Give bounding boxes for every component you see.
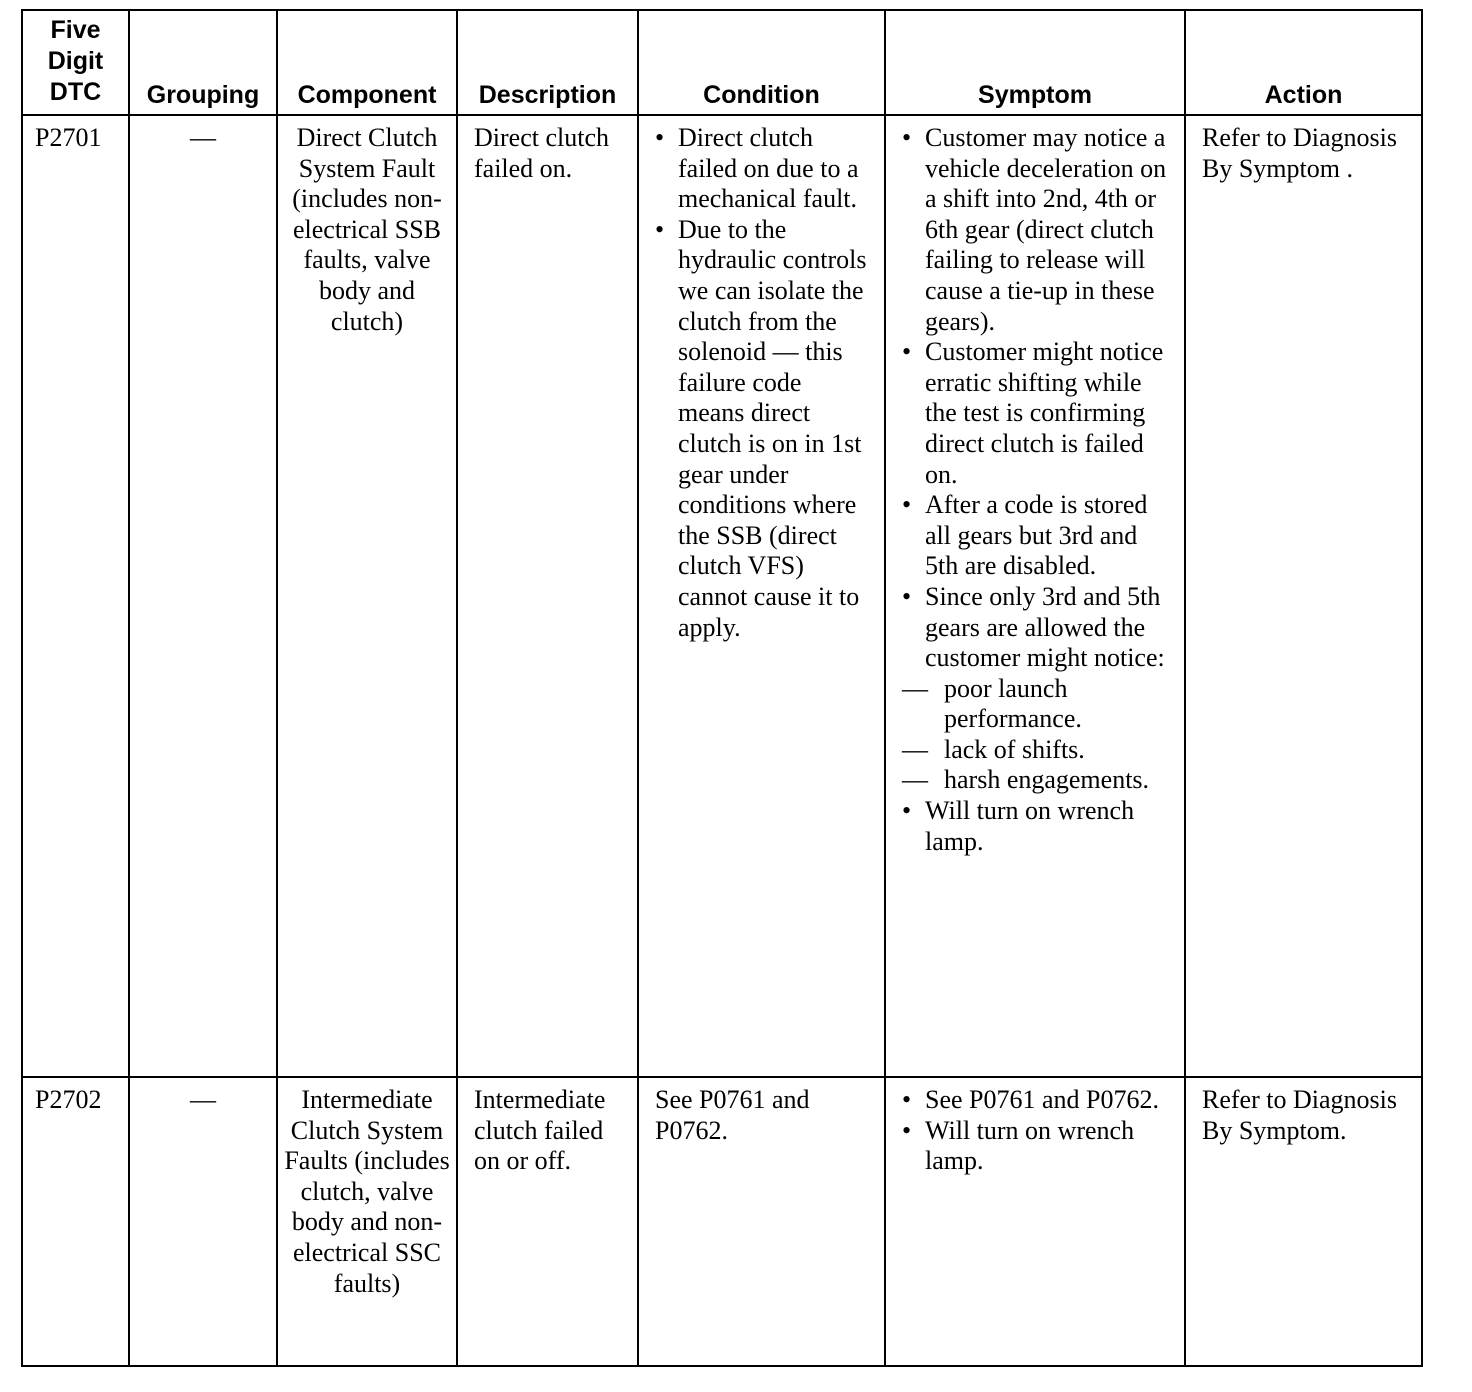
grouping-cell: — <box>129 115 277 1077</box>
symptom-item-text: Since only 3rd and 5th gears are allowed the customer might notice: <box>925 581 1165 673</box>
table-row <box>22 1077 1422 1366</box>
header-grouping: Grouping <box>129 10 277 115</box>
component-cell: Intermediate Clutch System Faults (includes clutch, valve body and non-electrical SSC faults) <box>277 1077 457 1366</box>
description-cell: Intermediate clutch failed on or off. <box>457 1077 638 1366</box>
header-action: Action <box>1185 10 1422 115</box>
dtc-code: P2701 <box>22 115 129 1077</box>
symptom-item: • See P0761 and P0762. <box>902 1085 1174 1116</box>
condition-cell: See P0761 and P0762. <box>638 1077 885 1366</box>
dtc-table <box>21 9 1423 1367</box>
header-row <box>22 10 1422 115</box>
symptom-sublist <box>902 674 1174 796</box>
condition-item: • Due to the hydraulic controls we can isolate the clutch from the solenoid — this failure code means direct clutch is on in 1st gear under conditions where the SSB (direct clutch VFS) cannot cause it to apply. <box>655 215 874 643</box>
symptom-subitem: — lack of shifts. <box>902 735 1174 766</box>
symptom-item: • Will turn on wrench lamp. <box>902 796 1174 857</box>
header-condition: Condition <box>638 10 885 115</box>
dtc-code: P2702 <box>22 1077 129 1366</box>
action-cell: Refer to Diagnosis By Symptom . <box>1185 115 1422 1077</box>
symptom-subitem: — harsh engagements. <box>902 765 1174 796</box>
symptom-item: • After a code is stored all gears but 3rd and 5th are disabled. <box>902 490 1174 582</box>
header-symptom: Symptom <box>885 10 1185 115</box>
action-cell: Refer to Diagnosis By Symptom. <box>1185 1077 1422 1366</box>
symptom-item: • Customer may notice a vehicle deceleration on a shift into 2nd, 4th or 6th gear (direct clutch failing to release will cause a tie-up in these gears). <box>902 123 1174 337</box>
grouping-cell: — <box>129 1077 277 1366</box>
symptom-item: • Will turn on wrench lamp. <box>902 1116 1174 1177</box>
symptom-cell <box>885 115 1185 1077</box>
table-row <box>22 115 1422 1077</box>
condition-cell <box>638 115 885 1077</box>
symptom-cell <box>885 1077 1185 1366</box>
symptom-item <box>902 582 1174 796</box>
condition-item: • Direct clutch failed on due to a mechanical fault. <box>655 123 874 215</box>
header-dtc: Five Digit DTC <box>22 10 129 115</box>
component-cell: Direct Clutch System Fault (includes non-electrical SSB faults, valve body and clutch) <box>277 115 457 1077</box>
header-component: Component <box>277 10 457 115</box>
symptom-item: • Customer might notice erratic shifting while the test is confirming direct clutch is failed on. <box>902 337 1174 490</box>
description-cell: Direct clutch failed on. <box>457 115 638 1077</box>
symptom-subitem: — poor launch performance. <box>902 674 1174 735</box>
header-description: Description <box>457 10 638 115</box>
